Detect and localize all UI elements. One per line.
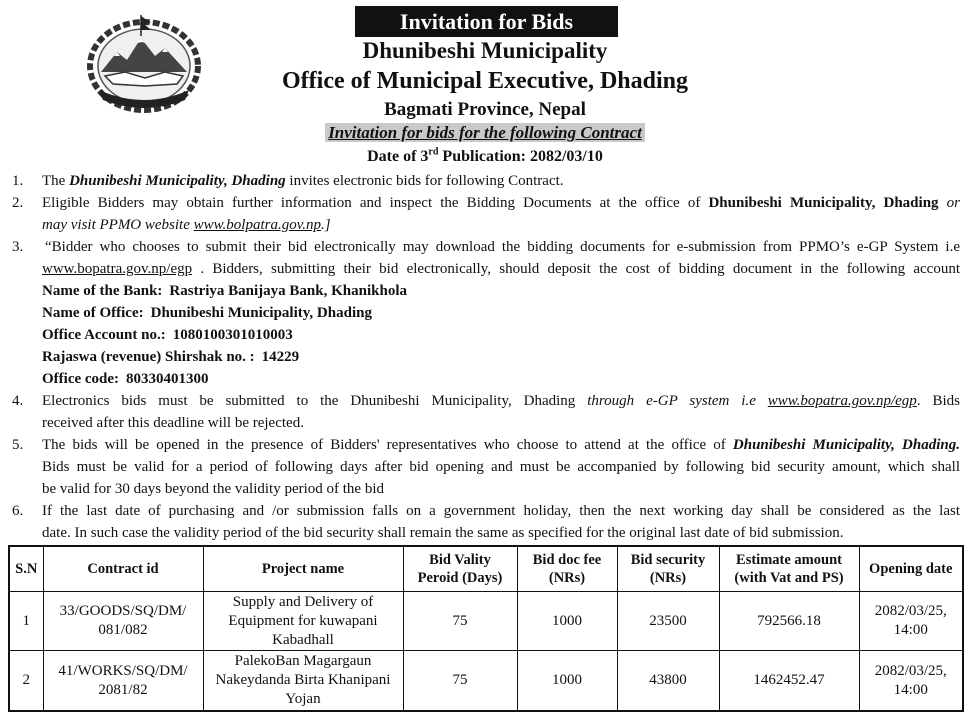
clause-text: . Bids — [916, 393, 960, 409]
cell-text: Equipment for kuwapani — [228, 612, 378, 629]
clause-text: may visit PPMO website — [42, 217, 194, 233]
header-text: S.N — [15, 561, 38, 577]
header-text: (NRs) — [649, 570, 687, 586]
bank-name-row — [42, 280, 960, 302]
cell-text: 14:00 — [893, 622, 928, 638]
cell-estimate-amount: 792566.18 — [719, 592, 859, 651]
detail-value: 1080100301010003 — [172, 327, 293, 343]
clause-line — [42, 478, 960, 500]
clause-number: 1. — [12, 173, 24, 189]
clauses-list — [12, 170, 960, 544]
publication-date — [0, 146, 970, 168]
bids-table — [8, 545, 964, 712]
cell-project-name — [203, 651, 403, 712]
cell-text: 2082/03/25, — [874, 603, 947, 619]
table-header-row — [9, 546, 963, 592]
detail-label: Office code: — [42, 371, 120, 387]
header-project-name — [203, 546, 403, 592]
clause-text: date. In such case the validity period of the bid security shall remain the same as specified for the original last date of bid submission. — [42, 525, 844, 541]
cell-bid-doc-fee: 1000 — [517, 651, 617, 712]
office-name-row — [42, 302, 960, 324]
clause-number: 5. — [12, 437, 24, 453]
clause-text: Bids must be valid for a period of following days after bid opening and must be accompanied by following bid security amount, which shall — [42, 459, 960, 475]
clause-line — [42, 522, 960, 544]
table-row — [9, 592, 963, 651]
office-name: Office of Municipal Executive, Dhading — [282, 68, 688, 94]
clause-text: Electronics bids must be submitted to the Dhunibeshi Municipality, Dhading — [42, 393, 588, 409]
cell-opening-date — [859, 651, 963, 712]
clause-emphasis: Dhunibeshi Municipality, Dhading — [69, 173, 286, 189]
cell-bid-validity: 75 — [403, 592, 517, 651]
clause-text: . — [956, 437, 960, 453]
clause-text: If the last date of purchasing and /or submission falls on a government holiday, then the next working day shall be considered as the last — [42, 503, 960, 519]
detail-value: 14229 — [261, 349, 300, 365]
clause-text: The bids will be opened in the presence of Bidders' representatives who choose to attend at the office of — [42, 437, 733, 453]
clause-line — [42, 456, 960, 478]
clause-3 — [12, 236, 960, 390]
header-text: Bid security — [630, 552, 706, 568]
header-contract-id — [43, 546, 203, 592]
cell-bid-security: 43800 — [617, 651, 719, 712]
clause-5 — [12, 434, 960, 500]
publication-suffix: Publication: 2082/03/10 — [438, 148, 603, 165]
publication-prefix: Date of 3 — [367, 148, 429, 165]
clause-line — [42, 192, 960, 214]
cell-text: Supply and Delivery of — [232, 593, 374, 610]
clause-number: 3. — [12, 239, 24, 255]
cell-text: 14:00 — [893, 681, 928, 698]
clause-number: 2. — [12, 195, 24, 211]
cell-sn: 2 — [9, 651, 43, 712]
cell-text: 2082/03/25, — [874, 662, 947, 679]
province-name: Bagmati Province, Nepal — [384, 99, 586, 120]
clause-text: “Bidder who chooses to submit their bid electronically may download the bidding documents for e-submission from PPMO’s e-GP System i.e — [45, 239, 960, 255]
cell-opening-date — [859, 592, 963, 651]
clause-text: or — [938, 195, 960, 211]
header-text: Estimate amount — [736, 552, 842, 568]
cell-text: Kabadhall — [272, 631, 334, 648]
cell-project-name — [203, 592, 403, 651]
office-code-row — [42, 368, 960, 390]
clause-line — [42, 500, 960, 522]
clause-line — [42, 258, 960, 280]
header-bid-security — [617, 546, 719, 592]
table-row — [9, 651, 963, 712]
clause-text: be valid for 30 days beyond the validity period of the bid — [42, 481, 385, 497]
cell-bid-doc-fee: 1000 — [517, 592, 617, 651]
publication-ordinal: rd — [428, 146, 439, 158]
clause-emphasis: Dhunibeshi Municipality, Dhading — [732, 437, 957, 453]
cell-text: 081/082 — [98, 622, 148, 638]
cell-text: 2081/82 — [98, 681, 148, 698]
clause-line — [42, 170, 960, 192]
detail-label: Name of the Bank: — [42, 283, 163, 299]
clause-line — [42, 214, 960, 236]
header-text: Contract id — [87, 561, 159, 577]
detail-label: Rajaswa (revenue) Shirshak no. : — [42, 349, 255, 365]
cell-text: 33/GOODS/SQ/DM/ — [59, 603, 187, 619]
header-estimate-amount — [719, 546, 859, 592]
cell-contract-id — [43, 592, 203, 651]
clause-number: 4. — [12, 393, 24, 409]
clause-2 — [12, 192, 960, 236]
clause-text: The — [42, 173, 70, 189]
header-text: Bid Vality — [429, 552, 491, 568]
header-bid-doc-fee — [517, 546, 617, 592]
cell-bid-validity: 75 — [403, 651, 517, 712]
detail-label: Name of Office: — [42, 305, 144, 321]
cell-bid-security: 23500 — [617, 592, 719, 651]
clause-text: . Bidders, submitting their bid electronically, should deposit the cost of bidding document in the following account — [192, 261, 960, 277]
header-text: (NRs) — [548, 570, 586, 586]
website-link: www.bolpatra.gov.np — [193, 217, 322, 233]
header-opening-date — [859, 546, 963, 592]
clause-text: through e-GP system i.e — [587, 393, 768, 409]
detail-value: Dhunibeshi Municipality, Dhading — [150, 305, 372, 321]
website-link: www.bopatra.gov.np/egp — [42, 261, 193, 277]
cell-text: Yojan — [285, 691, 321, 707]
header-text: Project name — [261, 561, 345, 577]
revenue-code-row — [42, 346, 960, 368]
clause-text: received after this deadline will be rejected. — [42, 415, 304, 431]
detail-value: Rastriya Banijaya Bank, Khanikhola — [169, 283, 407, 299]
clause-6 — [12, 500, 960, 544]
cell-estimate-amount: 1462452.47 — [719, 651, 859, 712]
header-text: Bid doc fee — [532, 552, 602, 568]
clause-text: invites electronic bids for following Contract. — [285, 173, 564, 189]
website-link: www.bopatra.gov.np/egp — [767, 393, 917, 409]
cell-contract-id — [43, 651, 203, 712]
clause-text: Eligible Bidders may obtain further information and inspect the Bidding Documents at the office of — [42, 195, 709, 211]
header-sn — [9, 546, 43, 592]
cell-sn: 1 — [9, 592, 43, 651]
clause-text: .] — [321, 217, 331, 233]
header-text: (with Vat and PS) — [734, 570, 844, 586]
detail-value: 80330401300 — [126, 371, 209, 387]
cell-text: Nakeydanda Birta Khanipani — [215, 672, 391, 688]
clause-line — [42, 434, 960, 456]
detail-label: Office Account no.: — [42, 327, 166, 343]
municipality-name: Dhunibeshi Municipality — [362, 38, 608, 63]
clause-emphasis: Dhunibeshi Municipality, Dhading — [708, 195, 939, 211]
clause-number: 6. — [12, 503, 24, 519]
clause-line — [42, 390, 960, 412]
clause-line — [42, 236, 960, 258]
header-text: Opening date — [869, 561, 953, 577]
clause-1 — [12, 170, 960, 192]
cell-text: 41/WORKS/SQ/DM/ — [58, 662, 188, 679]
clause-4 — [12, 390, 960, 434]
notice-subtitle-text: Invitation for bids for the following Contract — [325, 123, 645, 142]
account-number-row — [42, 324, 960, 346]
notice-banner: Invitation for Bids — [355, 6, 618, 37]
header-bid-validity — [403, 546, 517, 592]
clause-line — [42, 412, 960, 434]
cell-text: PalekoBan Magargaun — [234, 653, 372, 669]
notice-subtitle — [0, 122, 970, 144]
header-text: Peroid (Days) — [417, 570, 503, 586]
